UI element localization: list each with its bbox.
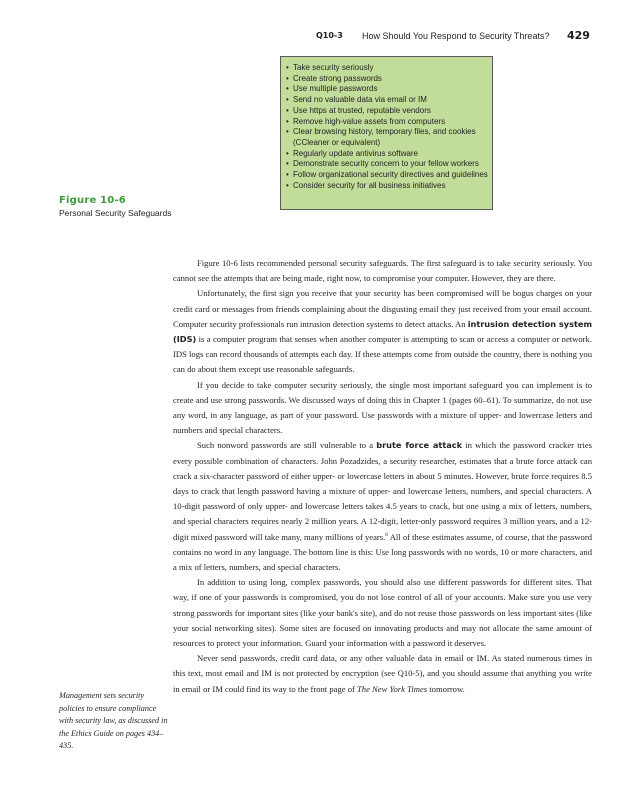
margin-note: Management sets security policies to ensure compliance with security law, as discussed in the Ethics Guide on pages 434–435. [59, 691, 168, 750]
safeguard-item [282, 84, 492, 95]
safeguard-text: Consider security for all business initiatives [293, 180, 446, 190]
safeguard-item [282, 74, 492, 85]
bullet-icon: • [286, 180, 289, 190]
safeguard-item [282, 181, 492, 192]
bullet-icon: • [286, 116, 289, 126]
section-title: How Should You Respond to Security Threats? [362, 31, 550, 41]
bullet-icon: • [286, 127, 289, 137]
safeguard-text: Create strong passwords [293, 73, 382, 83]
paragraph-text: Such nonword passwords are still vulnerable to a [197, 440, 374, 451]
safeguards-list [281, 57, 492, 191]
safeguards-box [280, 56, 493, 210]
body-text [173, 256, 592, 697]
footnote-marker: 6 [385, 531, 388, 538]
safeguard-text: Use https at trusted, reputable vendors [293, 105, 431, 115]
safeguard-subtext: (CCleaner or equivalent) [293, 137, 381, 147]
bullet-icon: • [286, 148, 289, 158]
safeguard-item [282, 159, 492, 170]
paragraph [173, 438, 592, 575]
bullet-icon: • [286, 170, 289, 180]
paragraph-text: tomorrow. [429, 683, 465, 694]
figure-caption: Personal Security Safeguards [59, 208, 172, 218]
publication-title: The New York Times [357, 683, 428, 694]
running-header [0, 30, 625, 46]
bullet-icon: • [286, 63, 289, 72]
safeguard-text: Use multiple passwords [293, 84, 378, 94]
safeguard-text: Take security seriously [293, 63, 374, 72]
page-number: 429 [567, 29, 590, 42]
paragraph: In addition to using long, complex passwords, you should also use different passwords for different sites. That way, if one of your passwords is compromised, you do not lose control of all of your accounts. Make sure you use very strong passwords for important sites (like your bank's site), and do not reuse those passwords on less important sites (like your social networking sites). Some sites are focused on innovating products and may not allocate the same amount of resources to protect your information. Guard your information with a password it deserves. [173, 577, 592, 649]
safeguard-text: Remove high-value assets from computers [293, 116, 446, 126]
safeguard-text: Follow organizational security directives and guidelines [293, 170, 488, 180]
key-term: intrusion detection system (IDS) [173, 318, 592, 345]
safeguard-item [282, 170, 492, 181]
safeguard-item [282, 95, 492, 106]
bullet-icon: • [286, 73, 289, 83]
paragraph: If you decide to take computer security seriously, the single most important safeguard you can implement is to create and use strong passwords. We discussed ways of doing this in Chapter 1 (pages 60–61). To summarize, do not use any word, in any language, as part of your password. Use passwords with a mixture of upper- and lowercase letters and numbers and special characters. [173, 379, 592, 436]
bullet-icon: • [286, 84, 289, 94]
paragraph-text: Unfortunately, the first sign you receive that your security has been compromised will be bogus charges on your credit card or messages from friends complaining about the disgusting email they just received from your email account. Computer security professionals run intrusion detection systems to detect attacks. An [173, 288, 592, 329]
figure-label: Figure 10-6 [59, 195, 126, 206]
safeguard-item [282, 149, 492, 160]
paragraph: Figure 10-6 lists recommended personal security safeguards. The first safeguard is to take security seriously. You cannot see the attempts that are being made, right now, to compromise your computer. However, they are there. [173, 258, 592, 284]
bullet-icon: • [286, 105, 289, 115]
paragraph-text: Never send passwords, credit card data, or any other valuable data in email or IM. As stated numerous times in this text, most email and IM is not protected by encryption (see Q10-5), and you should assume that anything you write in email or IM could find its way to the front page of [173, 653, 592, 694]
paragraph-text: All of these estimates assume, of course, that the password contains no word in any language. The bottom line is this: Use long passwords with no words, 10 or more characters, and a mix of letters, numbers, and special characters. [173, 531, 592, 573]
safeguard-text: Regularly update antivirus software [293, 148, 418, 158]
safeguard-item [282, 106, 492, 117]
safeguard-item [282, 117, 492, 128]
paragraph-text: is a computer program that senses when another computer is attempting to scan or access a computer or network. IDS logs can record thousands of attempts each day. If these attempts come from outside the country, there is nothing you can do about them except use reasonable safeguards. [173, 334, 592, 375]
key-term: brute force attack [376, 440, 463, 451]
safeguard-item [282, 127, 492, 148]
section-code: Q10-3 [316, 31, 343, 40]
safeguard-item [282, 63, 492, 74]
bullet-icon: • [286, 159, 289, 169]
paragraph [173, 651, 592, 697]
paragraph [173, 286, 592, 377]
safeguard-text: Clear browsing history, temporary files, and cookies [293, 127, 476, 137]
safeguard-text: Demonstrate security concern to your fellow workers [293, 159, 479, 169]
bullet-icon: • [286, 95, 289, 105]
safeguard-text: Send no valuable data via email or IM [293, 95, 427, 105]
paragraph-text: in which the password cracker tries every possible combination of characters. John Pozadzides, a security researcher, estimates that a brute force attack can crack a six-character password of either upper- or lowercase letters in about 5 minutes. However, brute force requires 8.5 days to crack that length password having a mixture of upper- and lowercase letters, numbers, and special characters. A 10-digit password of only upper- and lowercase letters takes 4.5 years to crack, but one using a mix of letters, numbers, and special characters requires nearly 2 million years. A 12-digit, letter-only password requires 3 million years, and a 12-digit mixed password will take many, many millions of years. [173, 440, 592, 542]
